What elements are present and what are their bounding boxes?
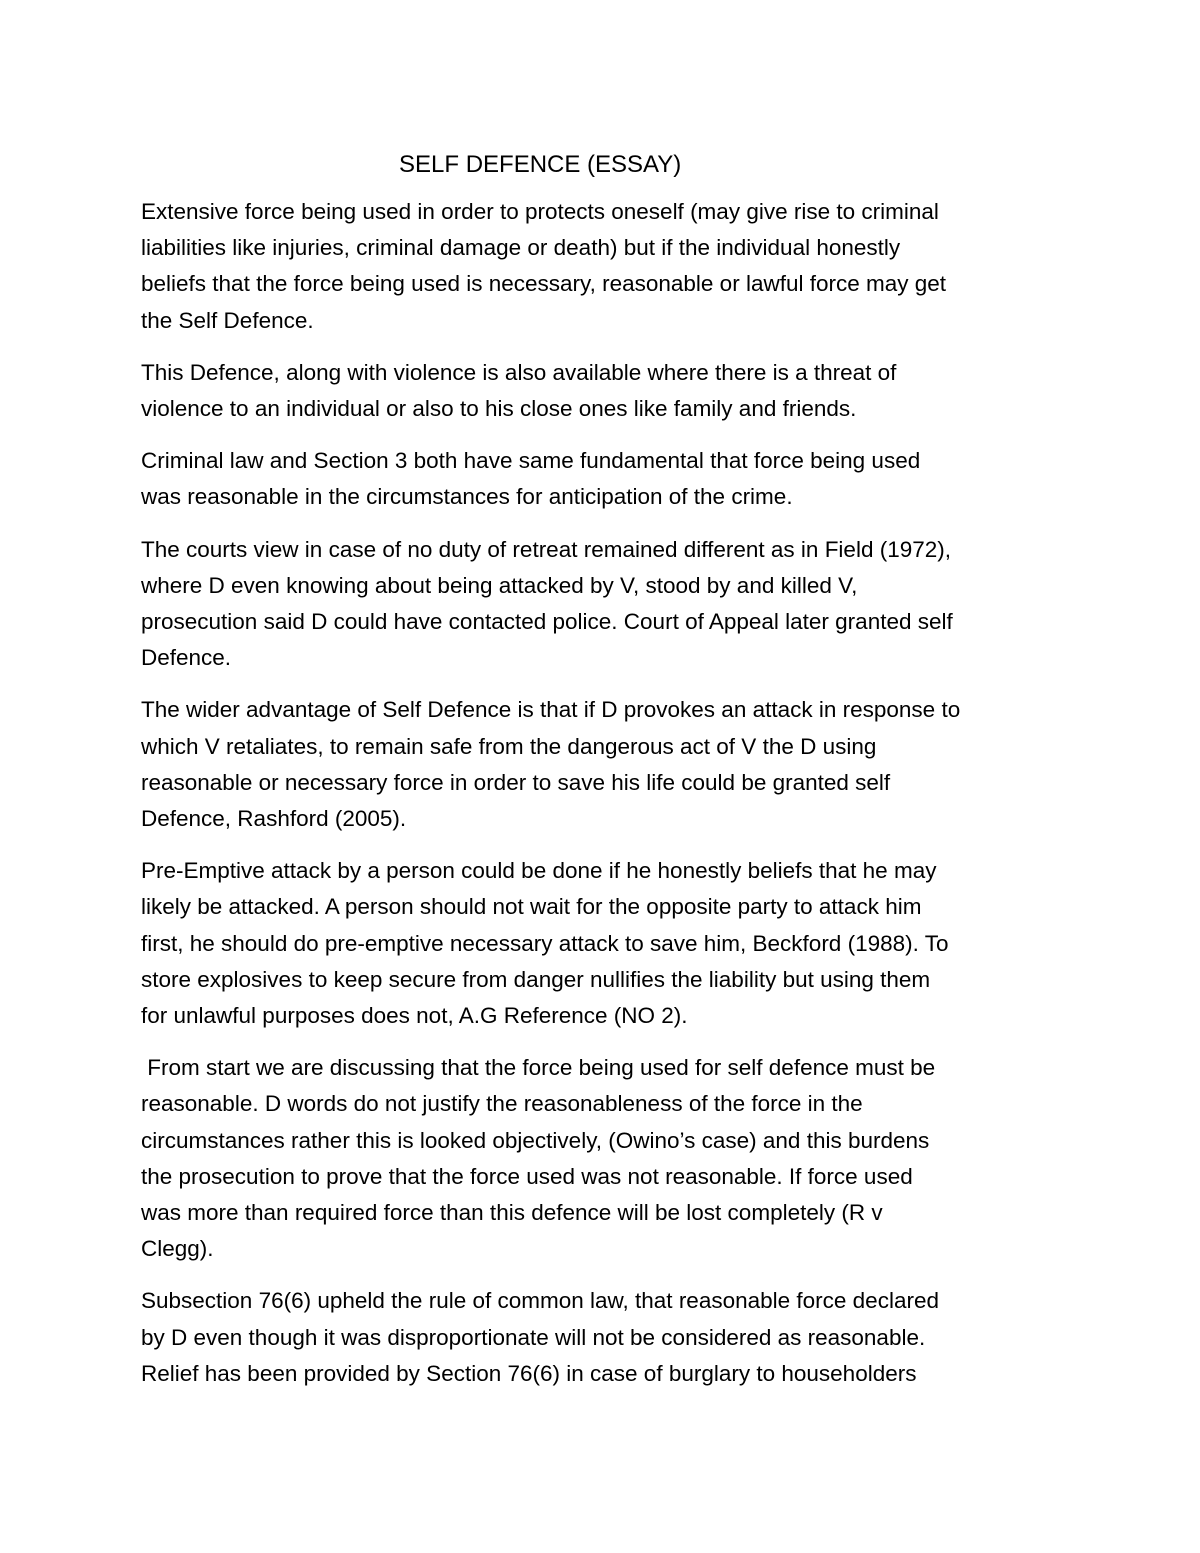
text-line: This Defence, along with violence is also available where there is a threat of: [141, 359, 897, 385]
text-line: by D even though it was disproportionate will not be considered as reasonable.: [141, 1324, 926, 1350]
paragraph-6: [141, 853, 1061, 1034]
text-line: Defence, Rashford (2005).: [141, 806, 407, 832]
document-title: SELF DEFENCE (ESSAY): [399, 151, 682, 178]
text-line: Clegg).: [141, 1236, 214, 1262]
text-line: violence to an individual or also to his close ones like family and friends.: [141, 396, 857, 422]
text-line: where D even knowing about being attacked by V, stood by and killed V,: [141, 572, 858, 598]
paragraph-8: [141, 1283, 1061, 1392]
text-line: the prosecution to prove that the force used was not reasonable. If force used: [141, 1163, 913, 1189]
text-line: reasonable or necessary force in order to save his life could be granted self: [141, 769, 891, 795]
text-line: The wider advantage of Self Defence is that if D provokes an attack in response to: [141, 697, 961, 723]
text-line: From start we are discussing that the force being used for self defence must be: [141, 1055, 936, 1081]
text-line: Extensive force being used in order to protects oneself (may give rise to criminal: [141, 199, 939, 224]
paragraph-4: [141, 532, 1061, 677]
text-line: store explosives to keep secure from danger nullifies the liability but using them: [141, 966, 931, 992]
text-line: likely be attacked. A person should not wait for the opposite party to attack him: [141, 894, 922, 920]
text-line: which V retaliates, to remain safe from the dangerous act of V the D using: [141, 733, 877, 759]
text-line: liabilities like injuries, criminal damage or death) but if the individual honestly: [141, 235, 901, 261]
text-line: first, he should do pre-emptive necessary attack to save him, Beckford (1988). To: [141, 930, 949, 956]
paragraph-7: [141, 1050, 1061, 1267]
paragraph-1: [141, 194, 1061, 339]
text-line: Pre-Emptive attack by a person could be done if he honestly beliefs that he may: [141, 858, 937, 884]
text-line: reasonable. D words do not justify the reasonableness of the force in the: [141, 1091, 863, 1117]
text-line: Relief has been provided by Section 76(6) in case of burglary to householders: [141, 1360, 917, 1386]
text-line: circumstances rather this is looked objectively, (Owino’s case) and this burdens: [141, 1127, 930, 1153]
text-line: for unlawful purposes does not, A.G Reference (NO 2).: [141, 1003, 688, 1029]
text-line: Criminal law and Section 3 both have same fundamental that force being used: [141, 448, 921, 474]
text-line: beliefs that the force being used is necessary, reasonable or lawful force may get: [141, 271, 947, 297]
document-body: [141, 145, 1061, 1408]
text-line: was reasonable in the circumstances for anticipation of the crime.: [141, 484, 793, 510]
paragraph-5: [141, 692, 1061, 837]
text-line: was more than required force than this defence will be lost completely (R v: [141, 1200, 883, 1226]
text-line: the Self Defence.: [141, 307, 314, 333]
paragraph-3: [141, 443, 1061, 515]
text-line: Defence.: [141, 645, 232, 671]
paragraph-2: [141, 355, 1061, 427]
text-line: The courts view in case of no duty of retreat remained different as in Field (1972),: [141, 536, 951, 562]
text-line: Subsection 76(6) upheld the rule of common law, that reasonable force declared: [141, 1288, 939, 1314]
text-line: prosecution said D could have contacted police. Court of Appeal later granted self: [141, 609, 953, 635]
